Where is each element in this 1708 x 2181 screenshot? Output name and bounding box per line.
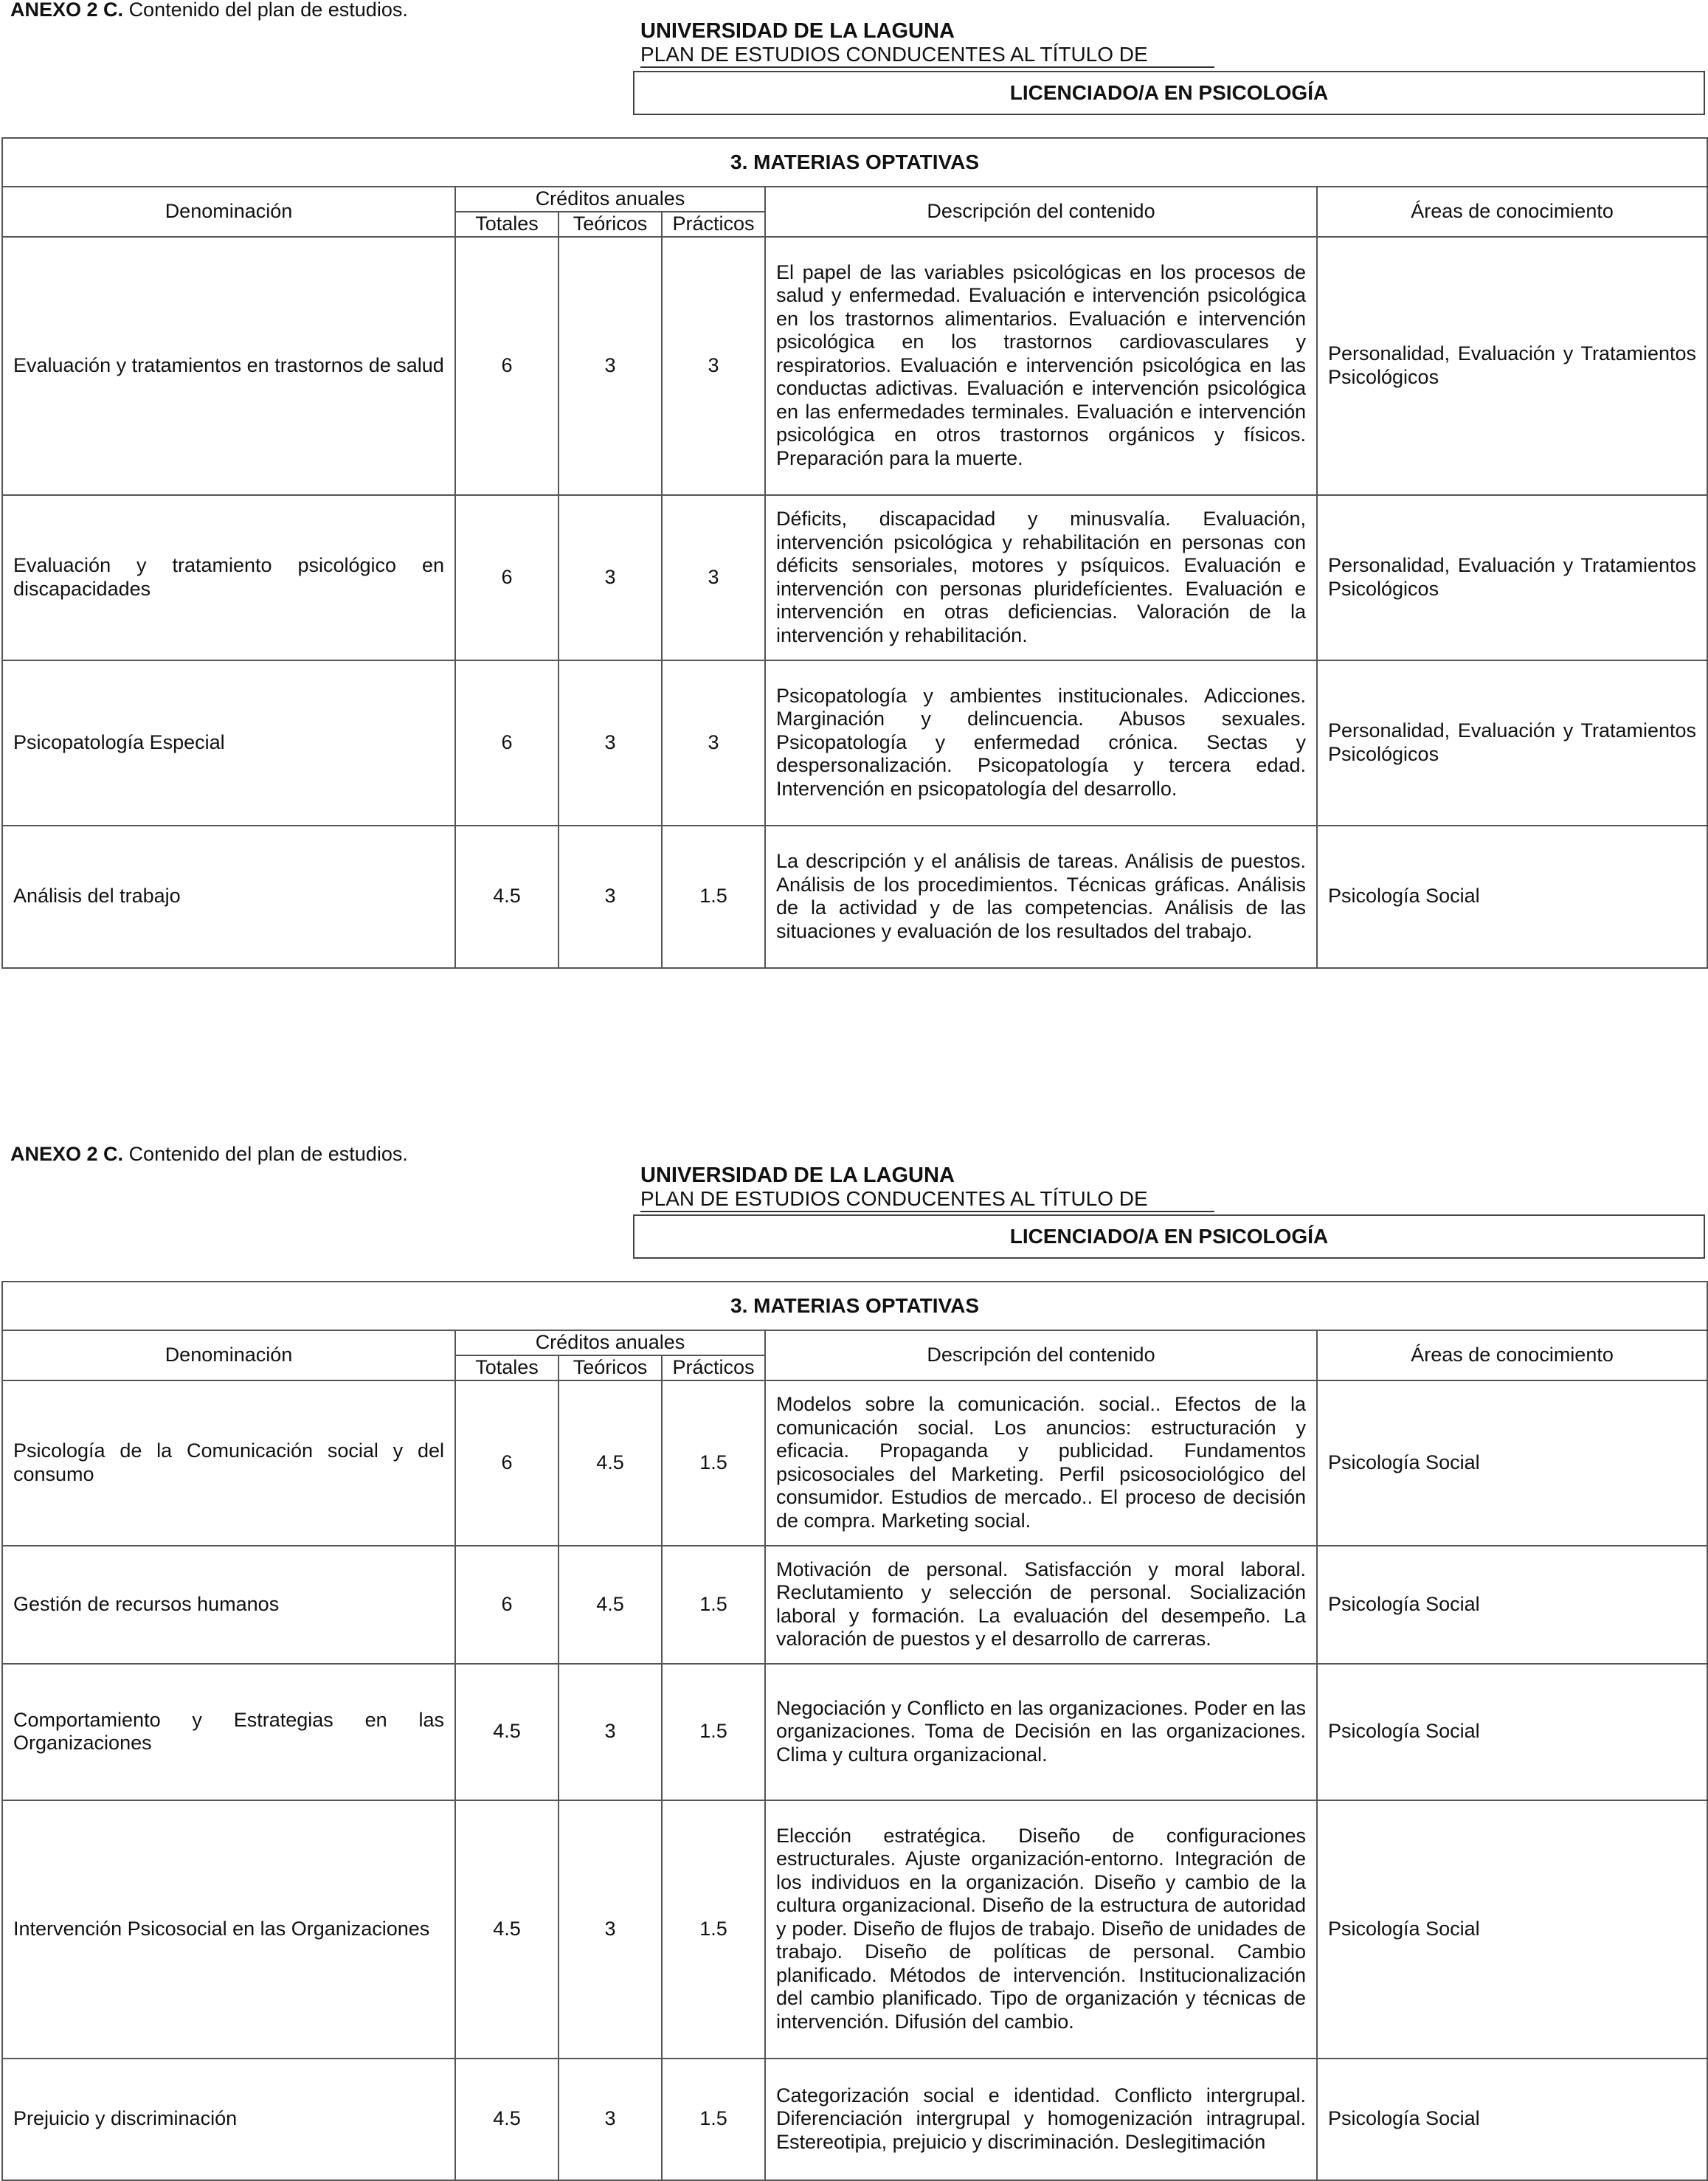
- subject-name: Psicopatología Especial: [2, 660, 455, 826]
- subject-description: Motivación de personal. Satisfacción y moral laboral. Reclutamiento y selección de personal. Socialización laboral y formación. La evaluación del desempeño. La valoración de puestos y el desarrollo de carreras.: [765, 1546, 1317, 1664]
- header-credits: Créditos anuales: [455, 187, 765, 212]
- knowledge-area: Psicología Social: [1317, 1380, 1707, 1546]
- credits-theory: 3: [559, 1664, 662, 1800]
- credits-practice: 1.5: [662, 2059, 765, 2180]
- credits-practice: 3: [662, 495, 765, 660]
- subject-name: Psicología de la Comunicación social y del consumo: [2, 1380, 455, 1546]
- credits-total: 4.5: [455, 1664, 559, 1800]
- header-practice: Prácticos: [662, 212, 765, 237]
- knowledge-area: Personalidad, Evaluación y Tratamientos Psicológicos: [1317, 495, 1707, 660]
- header-name: Denominación: [2, 187, 455, 237]
- header-name: Denominación: [2, 1330, 455, 1380]
- credits-theory: 3: [559, 1800, 662, 2059]
- table-title: 3. MATERIAS OPTATIVAS: [2, 138, 1707, 187]
- subjects-table: [1, 137, 1708, 969]
- credits-theory: 3: [559, 495, 662, 660]
- degree-title: LICENCIADO/A EN PSICOLOGÍA: [633, 1214, 1705, 1259]
- subject-name: Evaluación y tratamientos en trastornos de salud: [2, 237, 455, 495]
- header-theory: Teóricos: [559, 1355, 662, 1380]
- header-credits: Créditos anuales: [455, 1330, 765, 1355]
- credits-practice: 1.5: [662, 1800, 765, 2059]
- subject-name: Análisis del trabajo: [2, 826, 455, 968]
- table-row: [2, 1546, 1707, 1664]
- credits-total: 6: [455, 237, 559, 495]
- table-row: [2, 1800, 1707, 2059]
- subject-name: Intervención Psicosocial en las Organizaciones: [2, 1800, 455, 2059]
- credits-theory: 3: [559, 826, 662, 968]
- subject-name: Prejuicio y discriminación: [2, 2059, 455, 2180]
- credits-theory: 4.5: [559, 1380, 662, 1546]
- university-header: [640, 19, 1708, 68]
- credits-practice: 3: [662, 660, 765, 826]
- header-area: Áreas de conocimiento: [1317, 187, 1707, 237]
- subject-name: Gestión de recursos humanos: [2, 1546, 455, 1664]
- table-row: [2, 2059, 1707, 2180]
- knowledge-area: Psicología Social: [1317, 1546, 1707, 1664]
- degree-title: LICENCIADO/A EN PSICOLOGÍA: [633, 71, 1705, 115]
- university-header: [640, 1164, 1708, 1212]
- knowledge-area: Personalidad, Evaluación y Tratamientos Psicológicos: [1317, 660, 1707, 826]
- credits-practice: 1.5: [662, 1664, 765, 1800]
- annex-heading: ANEXO 2 C. Contenido del plan de estudios.: [10, 0, 408, 21]
- table-row: [2, 660, 1707, 826]
- plan-title: PLAN DE ESTUDIOS CONDUCENTES AL TÍTULO DE: [640, 43, 1214, 68]
- credits-total: 4.5: [455, 826, 559, 968]
- subjects-table: [1, 1281, 1708, 2181]
- header-practice: Prácticos: [662, 1355, 765, 1380]
- header-theory: Teóricos: [559, 212, 662, 237]
- plan-title: PLAN DE ESTUDIOS CONDUCENTES AL TÍTULO DE: [640, 1187, 1214, 1212]
- annex-heading: ANEXO 2 C. Contenido del plan de estudios.: [10, 1143, 408, 1165]
- knowledge-area: Psicología Social: [1317, 1664, 1707, 1800]
- subject-description: Déficits, discapacidad y minusvalía. Evaluación, intervención psicológica y rehabilitación en personas con déficits sensoriales, motores y psíquicos. Evaluación e intervención con personas pluridefícientes. Evaluación e intervención en otras deficiencias. Valoración de la intervención y rehabilitación.: [765, 495, 1317, 660]
- table-row: [2, 237, 1707, 495]
- subject-description: Psicopatología y ambientes institucionales. Adicciones. Marginación y delincuencia. Abusos sexuales. Psicopatología y enfermedad crónica. Sectas y despersonalización. Psicopatología y tercera edad. Intervención en psicopatología del desarrollo.: [765, 660, 1317, 826]
- credits-total: 6: [455, 495, 559, 660]
- header-description: Descripción del contenido: [765, 1330, 1317, 1380]
- subject-description: La descripción y el análisis de tareas. Análisis de puestos. Análisis de los procedimientos. Técnicas gráficas. Análisis de la actividad y de las competencias. Análisis de las situaciones y evaluación de los resultados del trabajo.: [765, 826, 1317, 968]
- subject-description: El papel de las variables psicológicas en los procesos de salud y enfermedad. Evaluación e intervención psicológica en los trastornos alimentarios. Evaluación e intervención psicológica en los trastornos cardiovasculares y respiratorios. Evaluación e intervención psicológica en las conductas adictivas. Evaluación e intervención psicológica en las enfermedades terminales. Evaluación e intervención psicológica en otros trastornos orgánicos y físicos. Preparación para la muerte.: [765, 237, 1317, 495]
- table-row: [2, 826, 1707, 968]
- credits-total: 4.5: [455, 2059, 559, 2180]
- subject-name: Comportamiento y Estrategias en las Organizaciones: [2, 1664, 455, 1800]
- subject-description: Elección estratégica. Diseño de configuraciones estructurales. Ajuste organización-entorno. Integración de los individuos en la organización. Diseño y cambio de la cultura organizacional. Diseño de la estructura de autoridad y poder. Diseño de flujos de trabajo. Diseño de unidades de trabajo. Diseño de políticas de personal. Cambio planificado. Métodos de intervención. Institucionalización del cambio planificado. Tipo de organización y técnicas de intervención. Difusión del cambio.: [765, 1800, 1317, 2059]
- university-name: UNIVERSIDAD DE LA LAGUNA: [640, 1164, 955, 1187]
- table-row: [2, 1380, 1707, 1546]
- subject-description: Categorización social e identidad. Conflicto intergrupal. Diferenciación intergrupal y homogenización intragrupal. Estereotipia, prejuicio y discriminación. Deslegitimación: [765, 2059, 1317, 2180]
- university-name: UNIVERSIDAD DE LA LAGUNA: [640, 19, 955, 43]
- credits-theory: 3: [559, 660, 662, 826]
- table-row: [2, 1664, 1707, 1800]
- credits-practice: 1.5: [662, 1380, 765, 1546]
- credits-practice: 3: [662, 237, 765, 495]
- credits-practice: 1.5: [662, 826, 765, 968]
- knowledge-area: Psicología Social: [1317, 1800, 1707, 2059]
- header-total: Totales: [455, 212, 559, 237]
- table-row: [2, 495, 1707, 660]
- credits-theory: 3: [559, 2059, 662, 2180]
- credits-total: 4.5: [455, 1800, 559, 2059]
- knowledge-area: Personalidad, Evaluación y Tratamientos Psicológicos: [1317, 237, 1707, 495]
- table-title: 3. MATERIAS OPTATIVAS: [2, 1282, 1707, 1330]
- header-description: Descripción del contenido: [765, 187, 1317, 237]
- header-total: Totales: [455, 1355, 559, 1380]
- header-area: Áreas de conocimiento: [1317, 1330, 1707, 1380]
- credits-total: 6: [455, 1380, 559, 1546]
- credits-theory: 3: [559, 237, 662, 495]
- knowledge-area: Psicología Social: [1317, 826, 1707, 968]
- credits-theory: 4.5: [559, 1546, 662, 1664]
- subject-description: Negociación y Conflicto en las organizaciones. Poder en las organizaciones. Toma de Decisión en las organizaciones. Clima y cultura organizacional.: [765, 1664, 1317, 1800]
- subject-name: Evaluación y tratamiento psicológico en discapacidades: [2, 495, 455, 660]
- credits-total: 6: [455, 660, 559, 826]
- knowledge-area: Psicología Social: [1317, 2059, 1707, 2180]
- subject-description: Modelos sobre la comunicación. social.. Efectos de la comunicación social. Los anuncios: estructuración y eficacia. Propaganda y publicidad. Fundamentos psicosociales del Marketing. Perfil psicosociológico del consumidor. Estudios de mercado.. El proceso de decisión de compra. Marketing social.: [765, 1380, 1317, 1546]
- credits-total: 6: [455, 1546, 559, 1664]
- credits-practice: 1.5: [662, 1546, 765, 1664]
